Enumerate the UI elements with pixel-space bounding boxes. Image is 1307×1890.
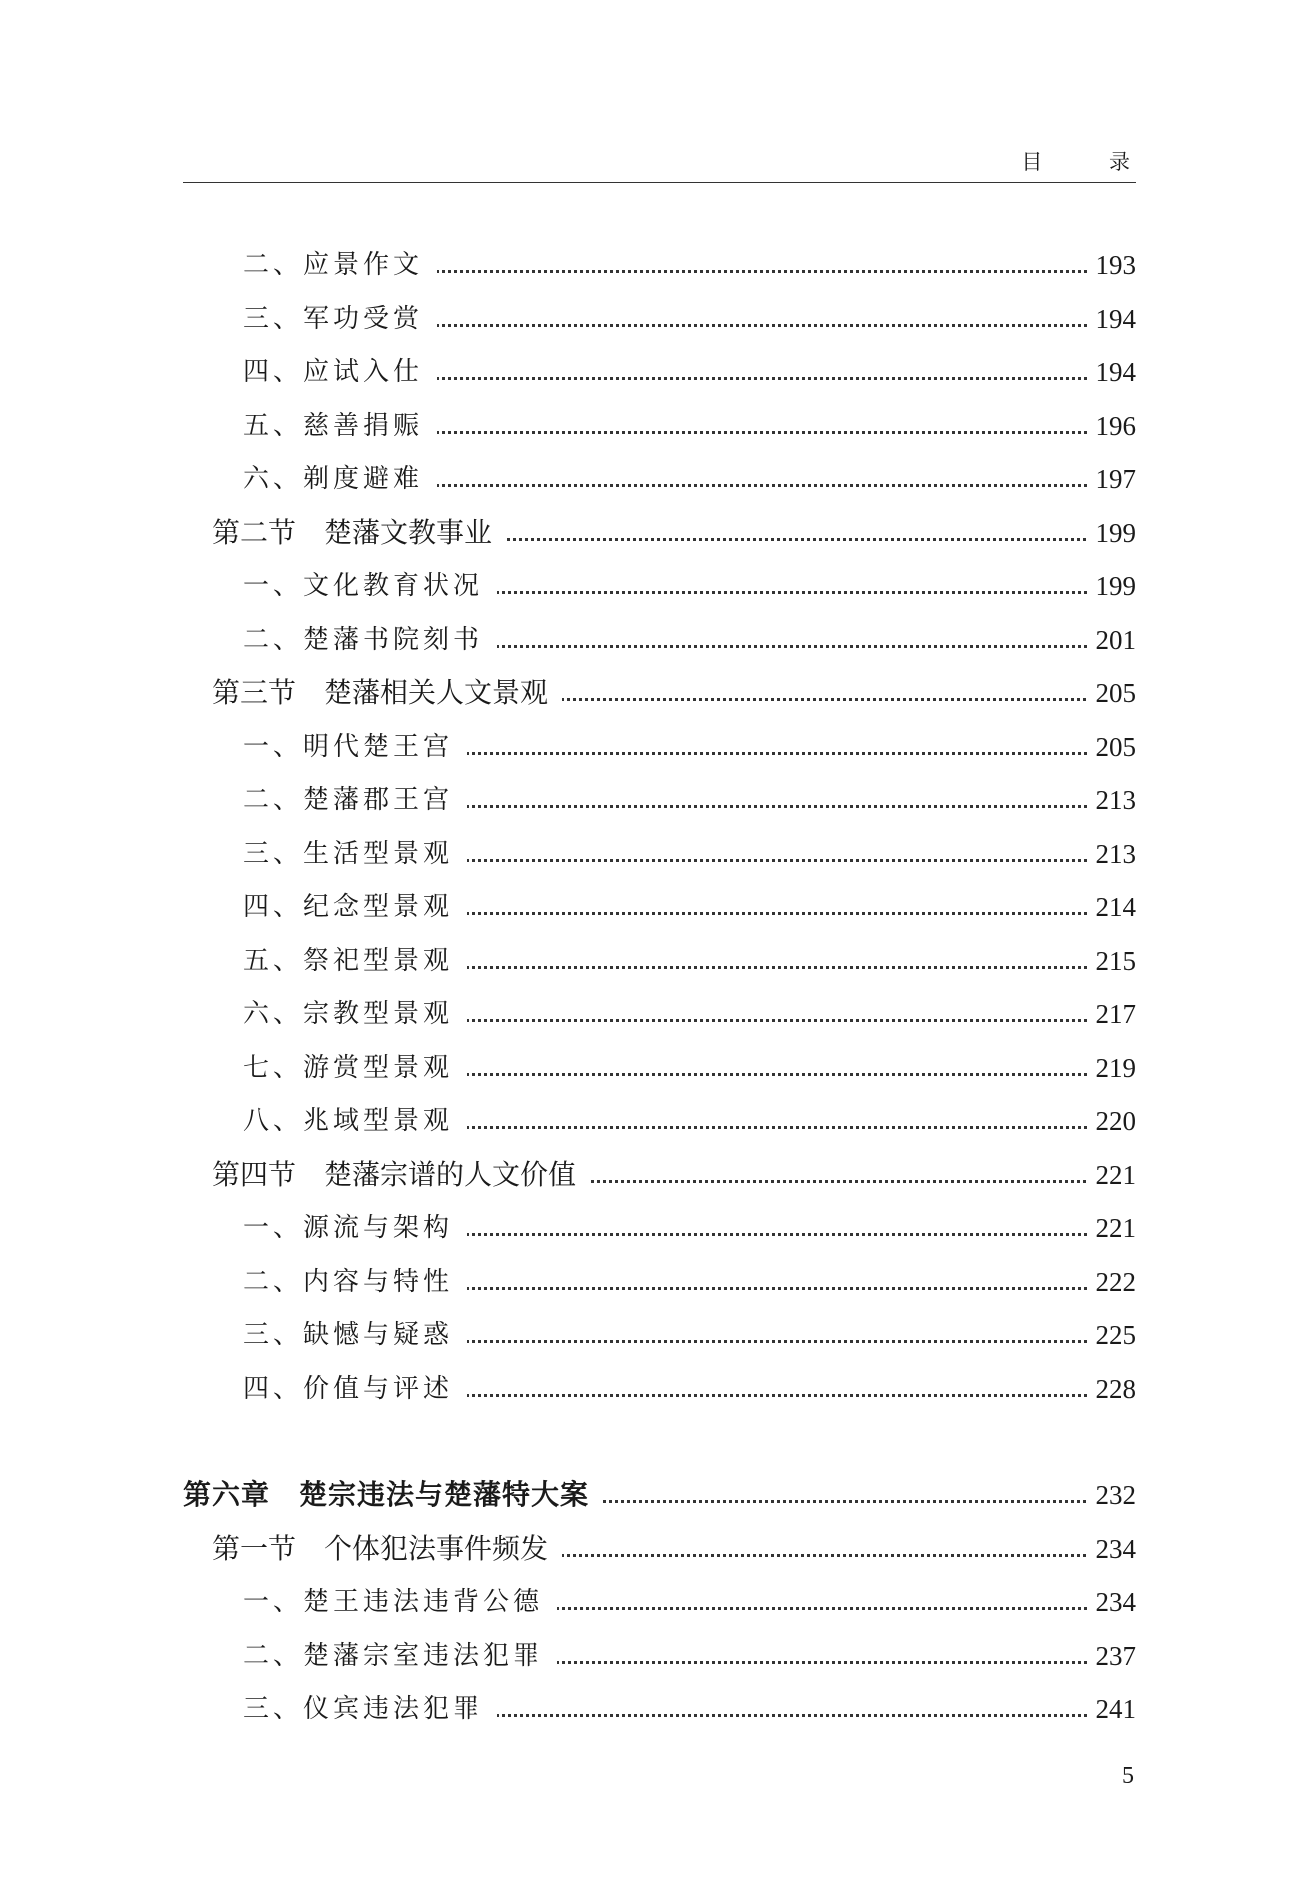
toc-entry-title: 四、价值与评述	[243, 1369, 467, 1409]
toc-entry-title: 三、仪宾违法犯罪	[243, 1689, 497, 1729]
toc-entry-title: 二、楚藩书院刻书	[243, 620, 497, 660]
toc-entry-page-number: 234	[1088, 1582, 1137, 1622]
toc-entry-page-number: 217	[1088, 994, 1137, 1034]
dot-leader	[461, 1287, 1092, 1290]
toc-entry-title: 四、纪念型景观	[243, 887, 467, 927]
dot-leader	[556, 1554, 1092, 1557]
toc-entry-page-number: 196	[1088, 406, 1137, 446]
toc-entry-item	[0, 941, 1307, 981]
toc-entry-page-number: 219	[1088, 1048, 1137, 1088]
toc-entry-title: 一、楚王违法违背公德	[243, 1582, 557, 1622]
toc-entry-page-number: 241	[1088, 1689, 1137, 1729]
toc-entry-item	[0, 352, 1307, 392]
toc-entry-chapter	[0, 1475, 1307, 1515]
toc-entry-item	[0, 780, 1307, 820]
toc-entry-page-number: 213	[1088, 780, 1137, 820]
dot-leader	[491, 645, 1092, 648]
toc-entry-item	[0, 1369, 1307, 1409]
toc-entry-title: 三、缺憾与疑惑	[243, 1315, 467, 1355]
dot-leader	[461, 1126, 1092, 1129]
dot-leader	[461, 1073, 1092, 1076]
toc-entry-title: 一、明代楚王宫	[243, 727, 467, 767]
toc-entry-title: 第三节 楚藩相关人文景观	[212, 673, 562, 713]
dot-leader	[500, 538, 1092, 541]
toc-entry-page-number: 237	[1088, 1636, 1137, 1676]
toc-entry-page-number: 220	[1088, 1101, 1137, 1141]
dot-leader	[551, 1607, 1092, 1610]
toc-entry-item	[0, 299, 1307, 339]
toc-entry-page-number: 234	[1088, 1529, 1137, 1569]
dot-leader	[584, 1180, 1092, 1183]
dot-leader	[431, 377, 1092, 380]
toc-entry-page-number: 193	[1088, 245, 1137, 285]
toc-entry-page-number: 222	[1088, 1262, 1137, 1302]
toc-entry-item	[0, 1689, 1307, 1729]
toc-entry-page-number: 213	[1088, 834, 1137, 874]
toc-entry-section	[0, 1529, 1307, 1569]
dot-leader	[461, 1340, 1092, 1343]
toc-entry-page-number: 225	[1088, 1315, 1137, 1355]
dot-leader	[461, 805, 1092, 808]
toc-entry-title: 第四节 楚藩宗谱的人文价值	[212, 1155, 590, 1195]
toc-entry-item	[0, 1582, 1307, 1622]
toc-entry-title: 二、应景作文	[243, 245, 437, 285]
toc-entry-item	[0, 727, 1307, 767]
toc-entry-title: 第一节 个体犯法事件频发	[212, 1529, 562, 1569]
toc-entry-page-number: 194	[1088, 299, 1137, 339]
toc-entry-page-number: 221	[1088, 1208, 1137, 1248]
toc-entry-page-number: 197	[1088, 459, 1137, 499]
toc-entry-item	[0, 406, 1307, 446]
toc-entry-title: 一、文化教育状况	[243, 566, 497, 606]
toc-entry-title: 七、游赏型景观	[243, 1048, 467, 1088]
dot-leader	[461, 859, 1092, 862]
dot-leader	[461, 1394, 1092, 1397]
dot-leader	[551, 1661, 1092, 1664]
dot-leader	[461, 966, 1092, 969]
toc-entry-item	[0, 1262, 1307, 1302]
toc-entry-page-number: 194	[1088, 352, 1137, 392]
dot-leader	[431, 270, 1092, 273]
toc-entry-item	[0, 1315, 1307, 1355]
dot-leader	[597, 1500, 1092, 1503]
dot-leader	[491, 591, 1092, 594]
dot-leader	[556, 698, 1092, 701]
toc-entry-page-number: 201	[1088, 620, 1137, 660]
toc-entry-title: 五、慈善捐赈	[243, 406, 437, 446]
toc-entry-item	[0, 1101, 1307, 1141]
toc-entry-title: 第六章 楚宗违法与楚藩特大案	[183, 1475, 603, 1515]
dot-leader	[431, 431, 1092, 434]
toc-entry-section	[0, 1155, 1307, 1195]
toc-entry-page-number: 214	[1088, 887, 1137, 927]
toc-entry-title: 六、宗教型景观	[243, 994, 467, 1034]
toc-entry-title: 四、应试入仕	[243, 352, 437, 392]
toc-entry-item	[0, 620, 1307, 660]
toc-entry-page-number: 199	[1088, 566, 1137, 606]
toc-entry-title: 二、内容与特性	[243, 1262, 467, 1302]
dot-leader	[491, 1714, 1092, 1717]
toc-entry-title: 五、祭祀型景观	[243, 941, 467, 981]
toc-entry-item	[0, 1208, 1307, 1248]
dot-leader	[461, 1233, 1092, 1236]
toc-entry-title: 六、剃度避难	[243, 459, 437, 499]
dot-leader	[461, 1019, 1092, 1022]
toc-entry-item	[0, 459, 1307, 499]
toc-entry-page-number: 215	[1088, 941, 1137, 981]
toc-entry-title: 二、楚藩宗室违法犯罪	[243, 1636, 557, 1676]
toc-entry-item	[0, 834, 1307, 874]
toc-entry-item	[0, 887, 1307, 927]
toc-entry-page-number: 205	[1088, 727, 1137, 767]
toc-entry-title: 八、兆域型景观	[243, 1101, 467, 1141]
toc-entry-page-number: 232	[1088, 1475, 1137, 1515]
dot-leader	[431, 324, 1092, 327]
dot-leader	[461, 752, 1092, 755]
toc-entry-section	[0, 513, 1307, 553]
toc-entry-title: 第二节 楚藩文教事业	[212, 513, 506, 553]
toc-entry-page-number: 228	[1088, 1369, 1137, 1409]
running-header	[183, 132, 1160, 183]
toc-entry-title: 三、军功受赏	[243, 299, 437, 339]
toc-entry-item	[0, 1636, 1307, 1676]
toc-entry-page-number: 221	[1088, 1155, 1137, 1195]
toc-entry-title: 二、楚藩郡王宫	[243, 780, 467, 820]
toc-entry-page-number: 205	[1088, 673, 1137, 713]
dot-leader	[461, 912, 1092, 915]
toc-entry-title: 一、源流与架构	[243, 1208, 467, 1248]
header-title: 目 录	[1021, 150, 1160, 174]
page-number-folio: 5	[1122, 1763, 1134, 1789]
toc-entry-title: 三、生活型景观	[243, 834, 467, 874]
dot-leader	[431, 484, 1092, 487]
toc-entry-section	[0, 673, 1307, 713]
toc-entry-item	[0, 566, 1307, 606]
toc-entry-page-number: 199	[1088, 513, 1137, 553]
toc-entry-item	[0, 1048, 1307, 1088]
toc-entry-item	[0, 245, 1307, 285]
toc-entry-item	[0, 994, 1307, 1034]
